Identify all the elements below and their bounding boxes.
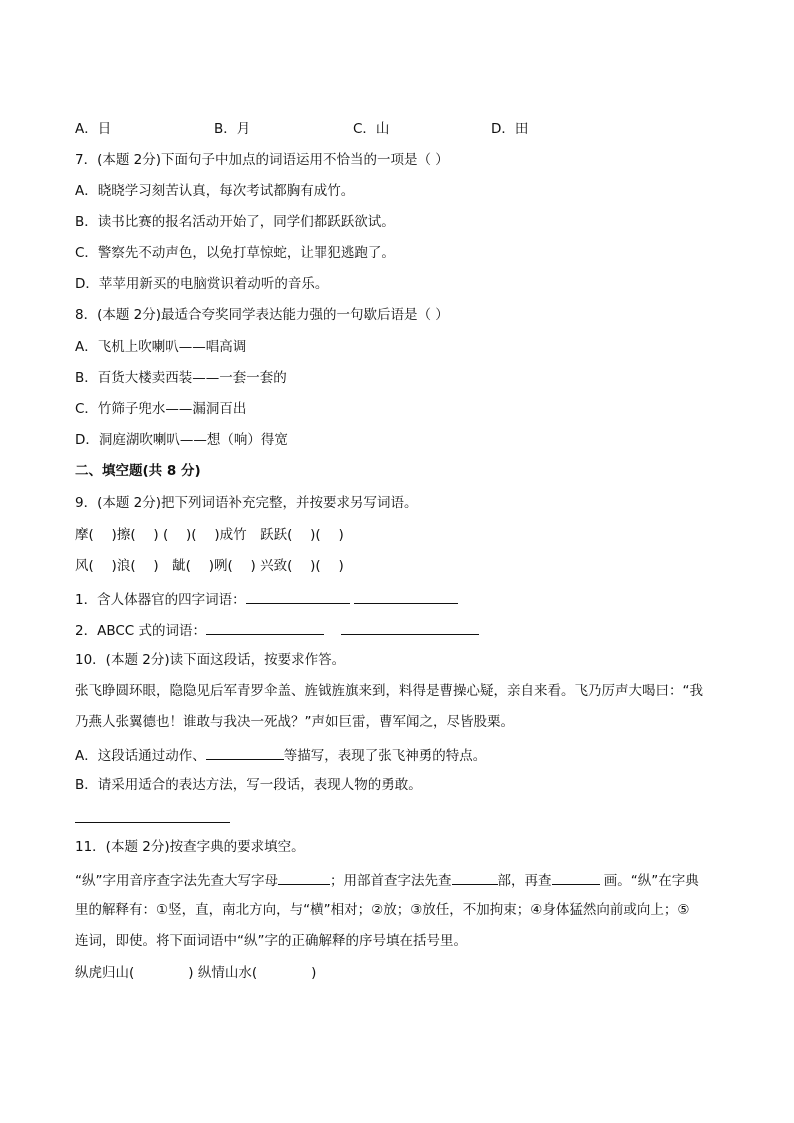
q8-option-b: B．百货大楼卖西装——一套一套的 [75,370,287,386]
q7-option-a: A．晓晓学习刻苦认真，每次考试都胸有成竹。 [75,183,355,199]
q6-option-c: C．山 [353,121,390,137]
q10-part-b: B．请采用适合的表达方法，写一段话，表现人物的勇敢。 [75,777,422,793]
q8-option-a: A．飞机上吹喇叭——唱高调 [75,339,247,355]
q8-option-d: D．洞庭湖吹喇叭——想（响）得宽 [75,432,288,448]
q7-stem: 7．(本题 2分)下面句子中加点的词语运用不恰当的一项是（ ） [75,152,449,168]
answer-blank[interactable] [341,620,479,635]
q6-option-a: A．日 [75,121,112,137]
q9-stem: 9．(本题 2分)把下列词语补充完整，并按要求另写词语。 [75,495,418,511]
answer-blank[interactable] [452,870,498,885]
q9-sub1 [75,589,458,609]
q10-passage-line1: 张飞睁圆环眼，隐隐见后军青罗伞盖、旌钺旌旗来到，料得是曹操心疑，亲自来看。飞乃厉声大喝曰：“我 [75,683,703,699]
q9-sub2 [75,620,479,640]
q7-option-d: D．苹苹用新买的电脑赏识着动听的音乐。 [75,276,329,292]
q11-line1-b: ；用部首查字法先查 [330,873,452,889]
q10-part-a-pre: A．这段话通过动作、 [75,748,206,764]
answer-blank[interactable] [246,589,350,604]
q11-line1-c: 部，再查 [497,873,552,889]
q9-sub2-label: 2．ABCC 式的词语： [75,623,206,639]
q9-sub1-label: 1．含人体器官的四字词语： [75,592,246,608]
q7-option-b: B．读书比赛的报名活动开始了，同学们都跃跃欲试。 [75,214,395,230]
q9-row2: 风( )浪( ) 龇( )咧( ) 兴致( )( ) [75,558,344,574]
q6-option-b: B．月 [214,121,251,137]
q11-line1-a: “纵”字用音序查字法先查大写字母 [75,873,278,889]
q10-part-a-post: 等描写，表现了张飞神勇的特点。 [283,748,487,764]
q10-part-a [75,745,486,765]
answer-line[interactable] [75,822,230,823]
q8-option-c: C．竹筛子兜水——漏洞百出 [75,401,247,417]
q8-stem: 8．(本题 2分)最适合夸奖同学表达能力强的一句歇后语是（ ） [75,307,449,323]
q11-line1 [75,870,699,890]
q11-line4: 纵虎归山( ) 纵情山水( ) [75,965,317,981]
q10-passage-line2: 乃燕人张翼德也！谁敢与我决一死战？”声如巨雷，曹军闻之，尽皆股栗。 [75,714,514,730]
section-heading: 二、填空题(共 8 分) [75,463,201,479]
answer-blank[interactable] [552,870,600,885]
q11-stem: 11．(本题 2分)按查字典的要求填空。 [75,839,305,855]
q6-option-d: D．田 [491,121,529,137]
q7-option-c: C．警察先不动声色，以免打草惊蛇，让罪犯逃跑了。 [75,245,395,261]
q10-stem: 10．(本题 2分)读下面这段话，按要求作答。 [75,652,346,668]
answer-blank[interactable] [278,870,330,885]
q11-line2: 里的解释有：①竖，直，南北方向，与“横”相对；②放；③放任，不加拘束；④身体猛然向前或向上；⑤ [75,902,690,918]
q9-row1: 摩( )擦( ) ( )( )成竹 跃跃( )( ) [75,527,344,543]
answer-blank[interactable] [354,589,458,604]
answer-blank[interactable] [206,745,284,760]
q11-line3: 连词，即使。将下面词语中“纵”字的正确解释的序号填在括号里。 [75,933,467,949]
answer-blank[interactable] [206,620,324,635]
q11-line1-d: 画。“纵”在字典 [599,873,699,889]
